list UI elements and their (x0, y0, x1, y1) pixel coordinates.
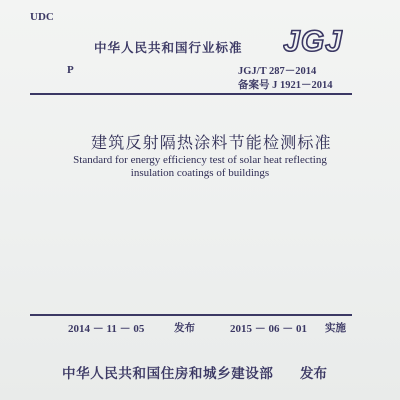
record-number: 备案号 J 1921－2014 (238, 80, 333, 91)
classification-letter: P (67, 64, 74, 76)
jgj-logo-graphic (283, 24, 343, 57)
udc-label: UDC (30, 11, 54, 23)
implement-date: 2015 － 06 － 01 (230, 323, 307, 335)
bottom-divider (30, 314, 352, 316)
top-divider (30, 93, 352, 95)
title-english (60, 154, 340, 180)
implement-label: 实施 (325, 322, 346, 334)
title-english-line-2: insulation coatings of buildings (130, 167, 270, 179)
title-english-line-1: Standard for energy efficiency test of solar heat reflecting (73, 154, 327, 166)
title-chinese: 建筑反射隔热涂料节能检测标准 (91, 133, 332, 152)
issuing-ministry: 中华人民共和国住房和城乡建设部 (62, 366, 274, 382)
jgj-logo (283, 24, 343, 57)
ministry-issue-label: 发布 (300, 366, 327, 382)
issue-date: 2014 － 11 － 05 (68, 323, 145, 335)
standard-code: JGJ/T 287－2014 (238, 66, 317, 77)
issue-label: 发布 (174, 322, 195, 334)
jgj-logo-text: JGJ (283, 25, 343, 57)
industry-standard-heading: 中华人民共和国行业标准 (94, 40, 243, 55)
